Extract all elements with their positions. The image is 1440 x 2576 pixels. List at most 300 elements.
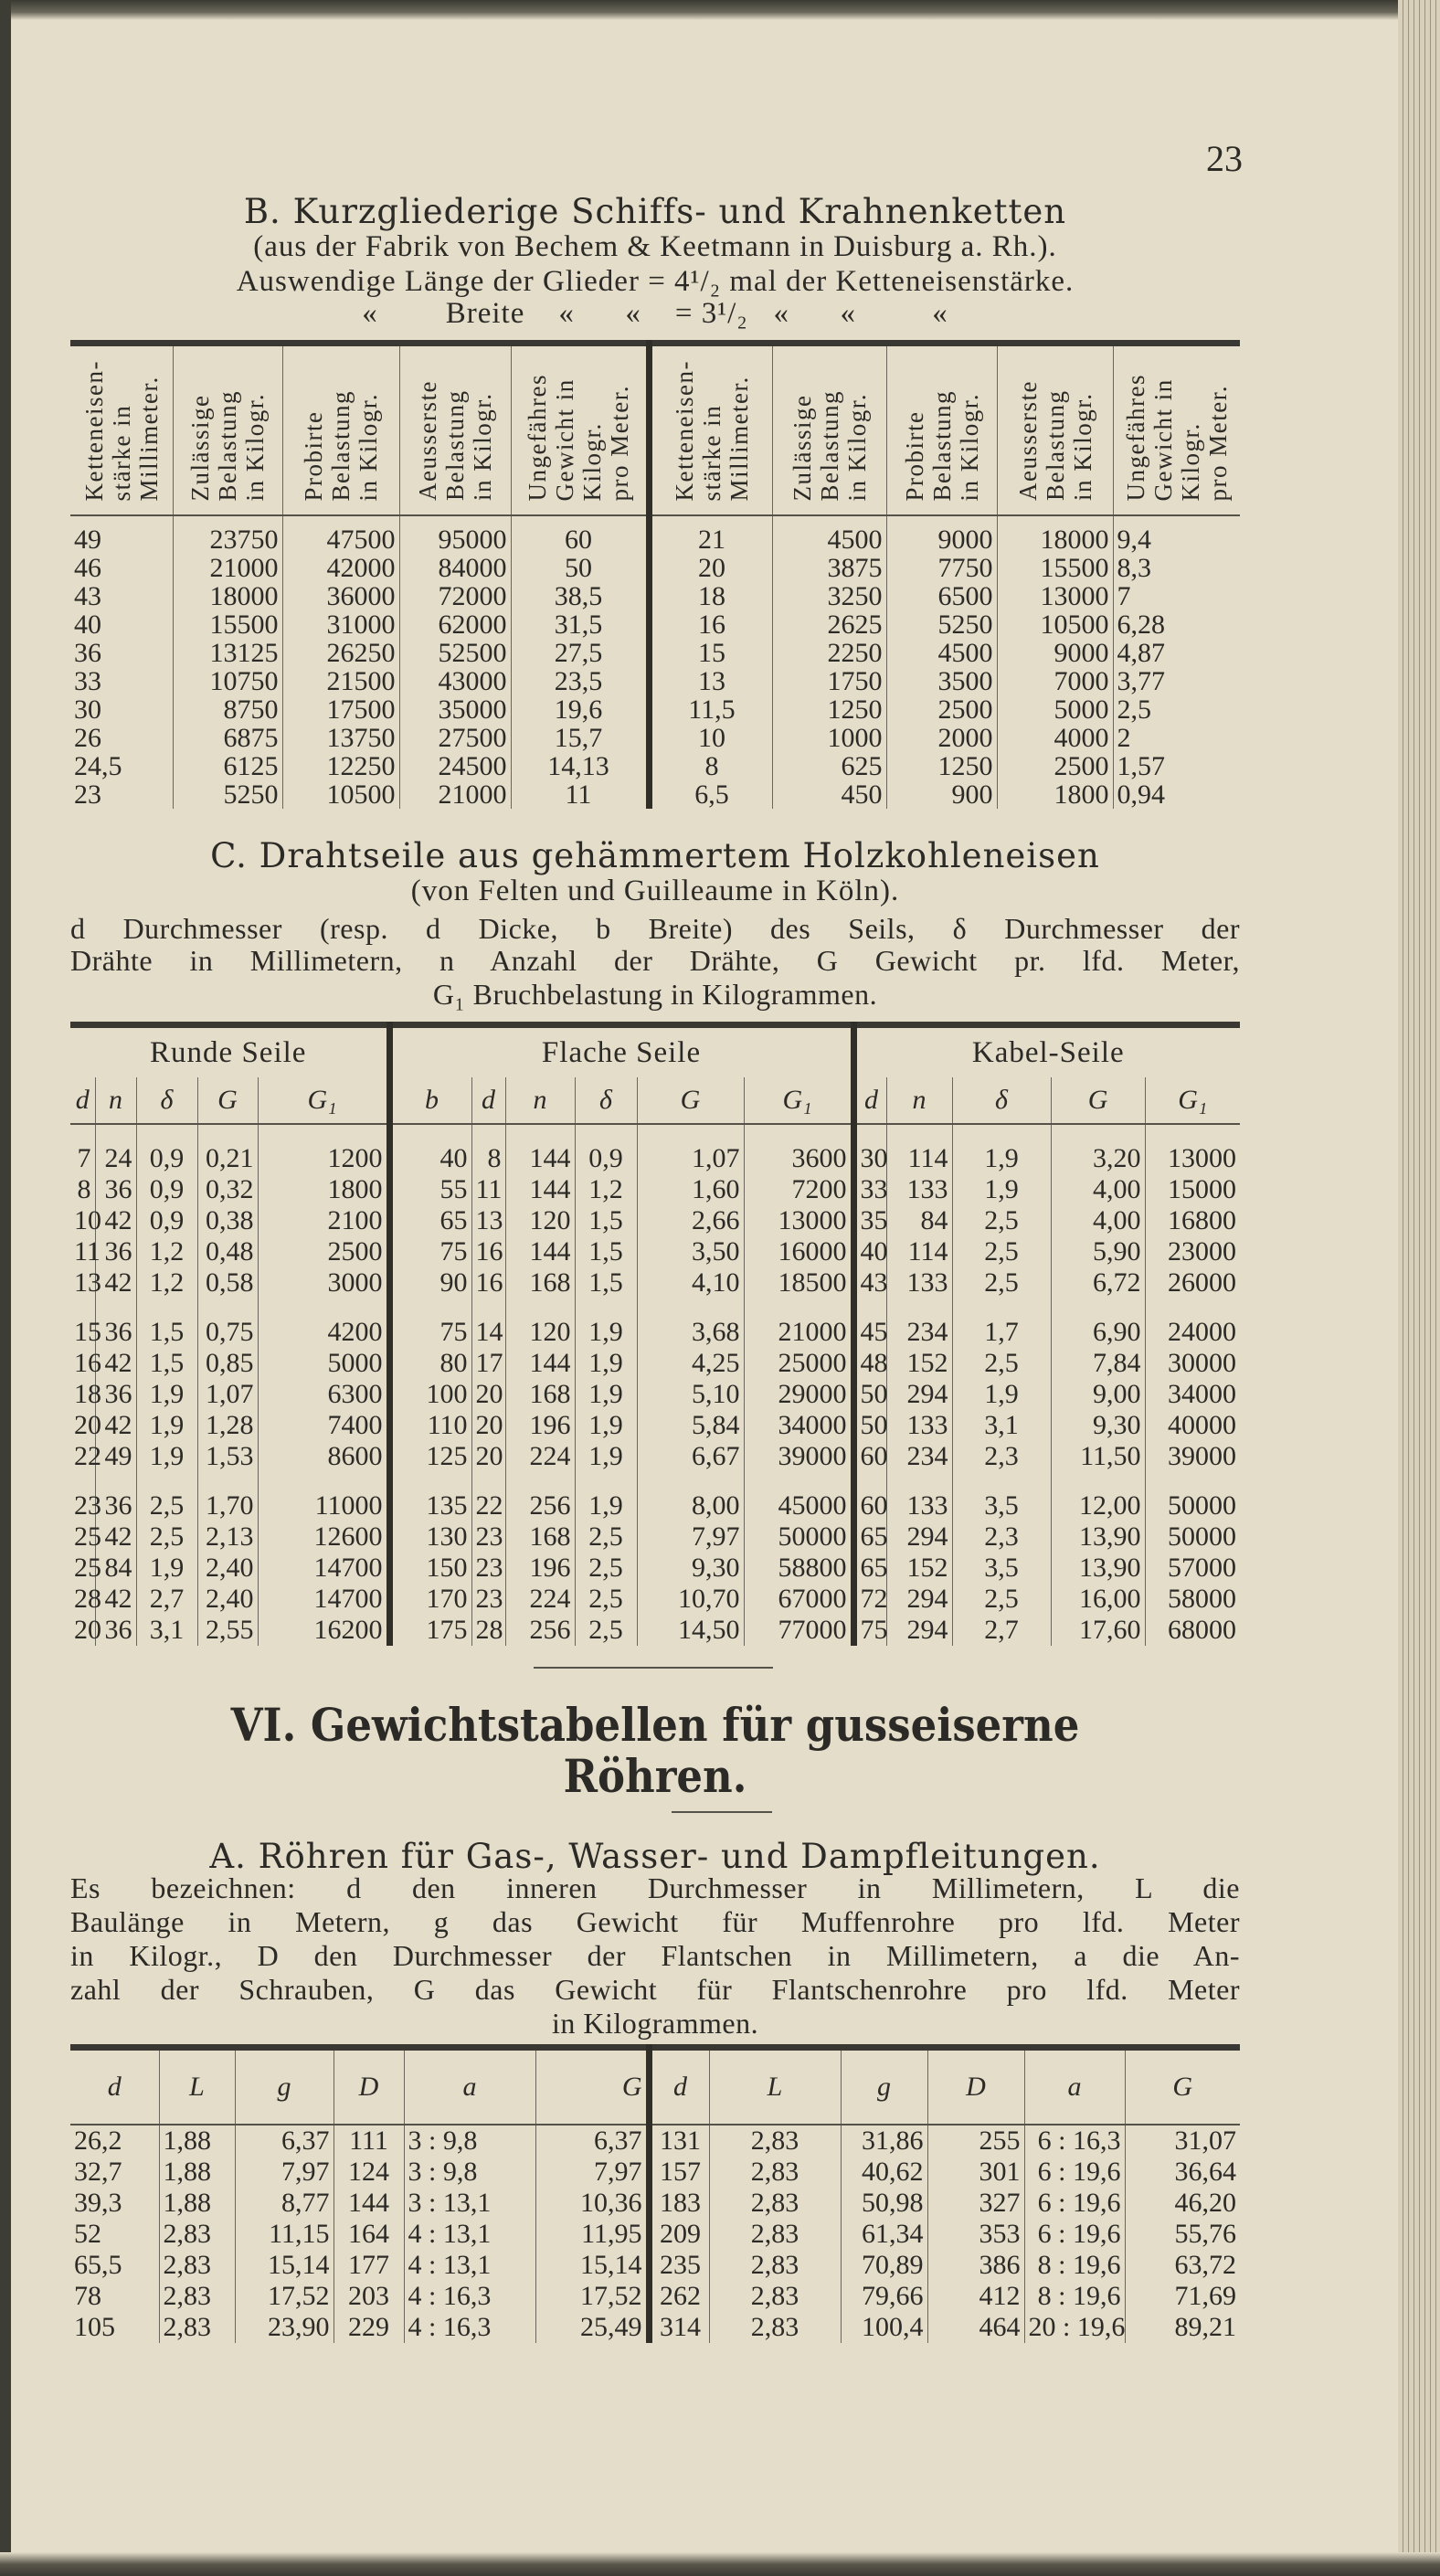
table-cell: 234: [886, 1299, 952, 1348]
table-row: [70, 2157, 1240, 2188]
table-row: [70, 554, 1240, 582]
column-header-row: [70, 1077, 1240, 1124]
table-cell: 2625: [772, 610, 886, 639]
table-cell: 36,64: [1125, 2157, 1240, 2188]
table-cell: 125: [389, 1441, 471, 1472]
table-cell: 36000: [282, 582, 399, 610]
table-cell: 15: [74, 1317, 101, 1347]
table-cell: 43000: [399, 667, 511, 695]
table-cell: 5000: [258, 1348, 389, 1379]
table-cell: 42: [95, 1410, 136, 1441]
table-cell: 31,86: [841, 2125, 927, 2157]
table-cell: 16,00: [1051, 1584, 1145, 1615]
header-text: Zulässige Belastung in Kilogr.: [186, 389, 269, 501]
table-cell: 4,25: [637, 1348, 744, 1379]
table-cell: 55: [389, 1174, 471, 1205]
table-cell: 1000: [772, 724, 886, 752]
table-cell: 450: [772, 780, 886, 809]
table-cell: 7: [77, 1143, 91, 1173]
table-cell: 16: [471, 1267, 505, 1299]
table-cell: 33: [74, 666, 101, 696]
table-cell: 0,9: [136, 1124, 197, 1174]
header-text: Probirte Belastung in Kilogr.: [900, 389, 983, 501]
section-divider: [534, 1667, 773, 1669]
table-cell: 3 : 13,1: [404, 2188, 535, 2219]
table-cell: 314: [649, 2312, 709, 2343]
table-cell: 0,32: [197, 1174, 258, 1205]
table-cell: 6 : 19,6: [1024, 2157, 1125, 2188]
table-cell: 17500: [282, 695, 399, 724]
table-cell: 2,55: [197, 1615, 258, 1646]
table-cell: 4,00: [1051, 1205, 1145, 1236]
table-cell: 31,07: [1125, 2125, 1240, 2157]
table-cell: 32,7: [74, 2157, 122, 2187]
column-header: d: [70, 1077, 95, 1124]
section-c-legend-line: G₁ Bruchbelastung in Kilogrammen.: [432, 978, 878, 1011]
table-cell: 1,88: [159, 2188, 235, 2219]
table-cell: 43: [853, 1267, 886, 1299]
column-header: [511, 344, 649, 516]
header-text: Probirte Belastung in Kilogr.: [300, 389, 382, 501]
table-cell: 13,90: [1051, 1553, 1145, 1584]
table-cell: 2,40: [197, 1584, 258, 1615]
table-row: [70, 1553, 1240, 1584]
table-cell: 25,49: [535, 2312, 649, 2343]
table-cell: 100,4: [841, 2312, 927, 2343]
table-cell: 120: [505, 1205, 575, 1236]
table-cell: 78: [74, 2281, 101, 2311]
table-cell: 11: [74, 1236, 101, 1267]
table-cell: 9,00: [1051, 1379, 1145, 1410]
table-cell: 17,52: [535, 2281, 649, 2312]
table-cell: 1,9: [136, 1379, 197, 1410]
table-cell: 42: [95, 1267, 136, 1299]
table-cell: 36: [95, 1174, 136, 1205]
table-cell: 75: [389, 1236, 471, 1267]
table-cell: 18: [649, 582, 772, 610]
section-b-length-note: Auswendige Länge der Glieder = 4¹/₂ mal der Ketteneisenstärke.: [236, 265, 1075, 298]
table-cell: 16: [74, 1348, 101, 1378]
table-cell: 4,00: [1051, 1174, 1145, 1205]
table-cell: 15000: [1145, 1174, 1240, 1205]
table-cell: 327: [927, 2188, 1024, 2219]
table-cell: 10,36: [535, 2188, 649, 2219]
table-cell: 2,83: [159, 2281, 235, 2312]
table-cell: 294: [886, 1379, 952, 1410]
table-cell: 412: [927, 2281, 1024, 2312]
table-cell: 105: [74, 2312, 115, 2342]
table-cell: 1,5: [136, 1299, 197, 1348]
table-cell: 4500: [886, 639, 997, 667]
column-header: [997, 344, 1113, 516]
table-cell: 58800: [744, 1553, 853, 1584]
table-cell: 61,34: [841, 2219, 927, 2250]
table-cell: 49: [74, 525, 101, 555]
table-cell: 31,5: [511, 610, 649, 639]
table-cell: 3,68: [637, 1299, 744, 1348]
table-cell: 1250: [886, 752, 997, 780]
table-cell: 50: [511, 554, 649, 582]
section-a-legend-line: in Kilogrammen.: [551, 2007, 759, 2040]
section-a-title: A. Röhren für Gas-, Wasser- und Dampfleitungen.: [209, 1837, 1101, 1876]
table-row: [70, 1174, 1240, 1205]
section-b-title: B. Kurzgliederige Schiffs- und Krahnenketten: [243, 192, 1067, 231]
table-cell: 256: [505, 1472, 575, 1521]
table-cell: 2,3: [952, 1441, 1051, 1472]
table-cell: 6125: [173, 752, 282, 780]
table-cell: 1,9: [136, 1410, 197, 1441]
table-cell: 120: [505, 1299, 575, 1348]
table-cell: 26,2: [74, 2125, 122, 2156]
table-cell: 5,84: [637, 1410, 744, 1441]
table-cell: 3250: [772, 582, 886, 610]
column-header: G₁: [744, 1077, 853, 1124]
table-cell: 26: [74, 723, 101, 753]
table-cell: 1,9: [575, 1441, 637, 1472]
table-cell: 13000: [997, 582, 1113, 610]
table-cell: 144: [505, 1124, 575, 1174]
column-header: d: [70, 2048, 159, 2125]
table-cell: 16: [649, 610, 772, 639]
table-cell: 11000: [258, 1472, 389, 1521]
section-a-legend-line: Baulänge in Metern, g das Gewicht für Muffenrohre pro lfd. Meter: [70, 1905, 1240, 1938]
column-header: G: [1051, 1077, 1145, 1124]
table-cell: 262: [649, 2281, 709, 2312]
table-row: [70, 1236, 1240, 1267]
table-cell: 71,69: [1125, 2281, 1240, 2312]
table-cell: 13000: [1145, 1124, 1240, 1174]
column-header: g: [841, 2048, 927, 2125]
table-cell: 27500: [399, 724, 511, 752]
table-cell: 2,83: [159, 2250, 235, 2281]
table-cell: 2,83: [709, 2188, 841, 2219]
column-header: G: [1125, 2048, 1240, 2125]
table-cell: 42000: [282, 554, 399, 582]
table-cell: 0,58: [197, 1267, 258, 1299]
table-row: [70, 639, 1240, 667]
table-cell: 6300: [258, 1379, 389, 1410]
table-cell: 6500: [886, 582, 997, 610]
table-cell: 24,5: [74, 751, 122, 781]
table-cell: 6,37: [235, 2125, 334, 2157]
table-cell: 50: [853, 1410, 886, 1441]
table-cell: 2500: [886, 695, 997, 724]
table-cell: 100: [389, 1379, 471, 1410]
table-cell: 110: [389, 1410, 471, 1441]
table-cell: 124: [334, 2157, 404, 2188]
table-cell: 17,60: [1051, 1615, 1145, 1646]
table-cell: 24000: [1145, 1299, 1240, 1348]
table-cell: 39000: [1145, 1441, 1240, 1472]
table-cell: 1,07: [197, 1379, 258, 1410]
table-cell: 2,5: [575, 1521, 637, 1553]
table-row: [70, 2219, 1240, 2250]
table-cell: 38,5: [511, 582, 649, 610]
header-text: Zulässige Belastung in Kilogr.: [788, 389, 871, 501]
table-cell: 40: [389, 1124, 471, 1174]
table-cell: 22: [471, 1472, 505, 1521]
table-cell: 15500: [173, 610, 282, 639]
table-cell: 2500: [258, 1236, 389, 1267]
table-cell: 4 : 13,1: [404, 2250, 535, 2281]
table-cell: 1,9: [136, 1553, 197, 1584]
table-cell: 11,15: [235, 2219, 334, 2250]
table-cell: 25: [74, 1521, 101, 1552]
table-cell: 1750: [772, 667, 886, 695]
column-header: D: [927, 2048, 1024, 2125]
table-row: [70, 1205, 1240, 1236]
table-cell: 1,9: [952, 1379, 1051, 1410]
table-cell: 133: [886, 1174, 952, 1205]
table-cell: 2,83: [709, 2219, 841, 2250]
table-cell: 11,50: [1051, 1441, 1145, 1472]
table-cell: 22: [74, 1441, 101, 1471]
group-header-row: [70, 1025, 1240, 1078]
column-header: [772, 344, 886, 516]
table-cell: 15,14: [535, 2250, 649, 2281]
table-cell: 52: [74, 2219, 101, 2249]
table-cell: 6 : 19,6: [1024, 2219, 1125, 2250]
table-cell: 16: [471, 1236, 505, 1267]
table-cell: 50000: [1145, 1521, 1240, 1553]
table-cell: 17: [471, 1348, 505, 1379]
column-header: G: [637, 1077, 744, 1124]
table-cell: 21000: [173, 554, 282, 582]
table-cell: 13125: [173, 639, 282, 667]
table-cell: 900: [886, 780, 997, 809]
table-cell: 36: [95, 1379, 136, 1410]
table-cell: 2,5: [136, 1521, 197, 1553]
table-cell: 177: [334, 2250, 404, 2281]
table-cell: 1,2: [575, 1174, 637, 1205]
table-cell: 152: [886, 1553, 952, 1584]
table-cell: 2,7: [952, 1615, 1051, 1646]
chain-table-header: [70, 344, 1240, 516]
table-cell: 52500: [399, 639, 511, 667]
table-cell: 1200: [258, 1124, 389, 1174]
table-cell: 3,20: [1051, 1124, 1145, 1174]
table-cell: 2,5: [1113, 695, 1240, 724]
column-header: [70, 344, 173, 516]
column-header: g: [235, 2048, 334, 2125]
table-cell: 7,97: [637, 1521, 744, 1553]
table-cell: 5,90: [1051, 1236, 1145, 1267]
table-row: [70, 1379, 1240, 1410]
table-cell: 9,4: [1113, 515, 1240, 554]
column-header: [282, 344, 399, 516]
table-cell: 13000: [744, 1205, 853, 1236]
table-row: [70, 1267, 1240, 1299]
table-cell: 5000: [997, 695, 1113, 724]
table-row: [70, 2188, 1240, 2219]
table-cell: 63,72: [1125, 2250, 1240, 2281]
column-header: δ: [136, 1077, 197, 1124]
table-cell: 0,9: [575, 1124, 637, 1174]
table-cell: 2,3: [952, 1521, 1051, 1553]
table-cell: 164: [334, 2219, 404, 2250]
table-cell: 23000: [1145, 1236, 1240, 1267]
table-cell: 229: [334, 2312, 404, 2343]
table-cell: 294: [886, 1521, 952, 1553]
table-cell: 135: [389, 1472, 471, 1521]
table-cell: 42: [95, 1521, 136, 1553]
table-cell: 133: [886, 1472, 952, 1521]
table-row: [70, 1441, 1240, 1472]
table-cell: 27,5: [511, 639, 649, 667]
chapter-title: VI. Gewichtstabellen für gusseiserne: [230, 1698, 1080, 1752]
table-cell: 3,5: [952, 1553, 1051, 1584]
table-cell: 2500: [997, 752, 1113, 780]
column-header: d: [853, 1077, 886, 1124]
table-cell: 2,83: [709, 2157, 841, 2188]
table-row: [70, 582, 1240, 610]
table-cell: 20: [471, 1379, 505, 1410]
table-cell: 1,5: [136, 1348, 197, 1379]
table-cell: 3,77: [1113, 667, 1240, 695]
table-cell: 234: [886, 1441, 952, 1472]
table-cell: 40: [853, 1236, 886, 1267]
table-cell: 2000: [886, 724, 997, 752]
table-cell: 35000: [399, 695, 511, 724]
column-header: n: [505, 1077, 575, 1124]
column-header: G: [535, 2048, 649, 2125]
table-cell: 4000: [997, 724, 1113, 752]
table-cell: 3,5: [952, 1472, 1051, 1521]
table-cell: 23: [471, 1584, 505, 1615]
table-cell: 8 : 19,6: [1024, 2281, 1125, 2312]
column-header: [649, 344, 772, 516]
table-cell: 23: [74, 1490, 101, 1521]
column-header: a: [404, 2048, 535, 2125]
table-cell: 67000: [744, 1584, 853, 1615]
table-cell: 24: [95, 1124, 136, 1174]
header-text: Ketteneisen- stärke in Millimeter.: [671, 359, 753, 501]
table-cell: 4,10: [637, 1267, 744, 1299]
page-number: 23: [1206, 138, 1243, 179]
column-header: [399, 344, 511, 516]
section-a-legend-line: zahl der Schrauben, G das Gewicht für Flantschenrohre pro lfd. Meter: [70, 1973, 1240, 2006]
table-cell: 2250: [772, 639, 886, 667]
table-cell: 13: [471, 1205, 505, 1236]
table-cell: 48: [853, 1348, 886, 1379]
table-cell: 2,83: [709, 2250, 841, 2281]
table-cell: 111: [334, 2125, 404, 2157]
table-cell: 7400: [258, 1410, 389, 1441]
table-cell: 6 : 19,6: [1024, 2188, 1125, 2219]
column-header: L: [159, 2048, 235, 2125]
table-cell: 25000: [744, 1348, 853, 1379]
table-cell: 144: [505, 1236, 575, 1267]
table-cell: 8,77: [235, 2188, 334, 2219]
table-cell: 8,00: [637, 1472, 744, 1521]
table-cell: 8: [77, 1174, 91, 1204]
table-cell: 75: [389, 1299, 471, 1348]
table-cell: 36: [74, 638, 101, 668]
table-cell: 209: [649, 2219, 709, 2250]
table-cell: 3875: [772, 554, 886, 582]
table-cell: 10: [74, 1205, 101, 1235]
table-cell: 0,75: [197, 1299, 258, 1348]
table-cell: 168: [505, 1521, 575, 1553]
table-cell: 7000: [997, 667, 1113, 695]
table-cell: 75: [853, 1615, 886, 1646]
table-cell: 157: [649, 2157, 709, 2188]
table-cell: 80: [389, 1348, 471, 1379]
book-bottom-edge: [0, 2552, 1440, 2576]
table-cell: 84000: [399, 554, 511, 582]
column-header: [173, 344, 282, 516]
table-cell: 23: [471, 1521, 505, 1553]
table-cell: 12,00: [1051, 1472, 1145, 1521]
table-cell: 2,83: [159, 2312, 235, 2343]
table-cell: 7,97: [535, 2157, 649, 2188]
table-cell: 60: [511, 515, 649, 554]
table-cell: 183: [649, 2188, 709, 2219]
table-cell: 30000: [1145, 1348, 1240, 1379]
table-row: [70, 752, 1240, 780]
table-cell: 3000: [258, 1267, 389, 1299]
table-row: [70, 1348, 1240, 1379]
table-row: [70, 2312, 1240, 2343]
table-cell: 47500: [282, 515, 399, 554]
table-cell: 15,7: [511, 724, 649, 752]
table-cell: 60: [853, 1472, 886, 1521]
table-cell: 5250: [886, 610, 997, 639]
column-header: d: [649, 2048, 709, 2125]
table-cell: 11: [471, 1174, 505, 1205]
table-cell: 14700: [258, 1553, 389, 1584]
table-cell: 4,87: [1113, 639, 1240, 667]
table-cell: 464: [927, 2312, 1024, 2343]
table-cell: 65: [389, 1205, 471, 1236]
group-header-round-ropes: Runde Seile: [150, 1035, 307, 1069]
table-cell: 0,48: [197, 1236, 258, 1267]
table-cell: 68000: [1145, 1615, 1240, 1646]
section-c-legend-line: d Durchmesser (resp. d Dicke, b Breite) des Seils, δ Durchmesser der: [70, 912, 1240, 945]
table-cell: 7,84: [1051, 1348, 1145, 1379]
table-cell: 35: [853, 1205, 886, 1236]
table-cell: 33: [853, 1174, 886, 1205]
table-cell: 21: [649, 515, 772, 554]
table-cell: 7,97: [235, 2157, 334, 2188]
table-cell: 1,9: [136, 1441, 197, 1472]
section-c-title: C. Drahtseile aus gehämmertem Holzkohleneisen: [210, 836, 1100, 875]
table-cell: 65,5: [74, 2250, 122, 2280]
table-row: [70, 1472, 1240, 1521]
table-cell: 20: [471, 1441, 505, 1472]
table-cell: 1,5: [575, 1236, 637, 1267]
table-cell: 0,21: [197, 1124, 258, 1174]
table-cell: 40,62: [841, 2157, 927, 2188]
table-cell: 50: [853, 1379, 886, 1410]
table-cell: 3600: [744, 1124, 853, 1174]
table-cell: 14,13: [511, 752, 649, 780]
table-cell: 77000: [744, 1615, 853, 1646]
table-cell: 15,14: [235, 2250, 334, 2281]
table-cell: 114: [886, 1124, 952, 1174]
table-cell: 4500: [772, 515, 886, 554]
table-cell: 175: [389, 1615, 471, 1646]
table-cell: 18: [74, 1379, 101, 1409]
table-cell: 62000: [399, 610, 511, 639]
table-cell: 9,30: [637, 1553, 744, 1584]
group-header-flat-ropes: Flache Seile: [389, 1025, 853, 1078]
table-cell: 5250: [173, 780, 282, 809]
table-cell: 39000: [744, 1441, 853, 1472]
table-cell: 2,5: [952, 1267, 1051, 1299]
table-cell: 2,5: [952, 1205, 1051, 1236]
table-cell: 23,90: [235, 2312, 334, 2343]
